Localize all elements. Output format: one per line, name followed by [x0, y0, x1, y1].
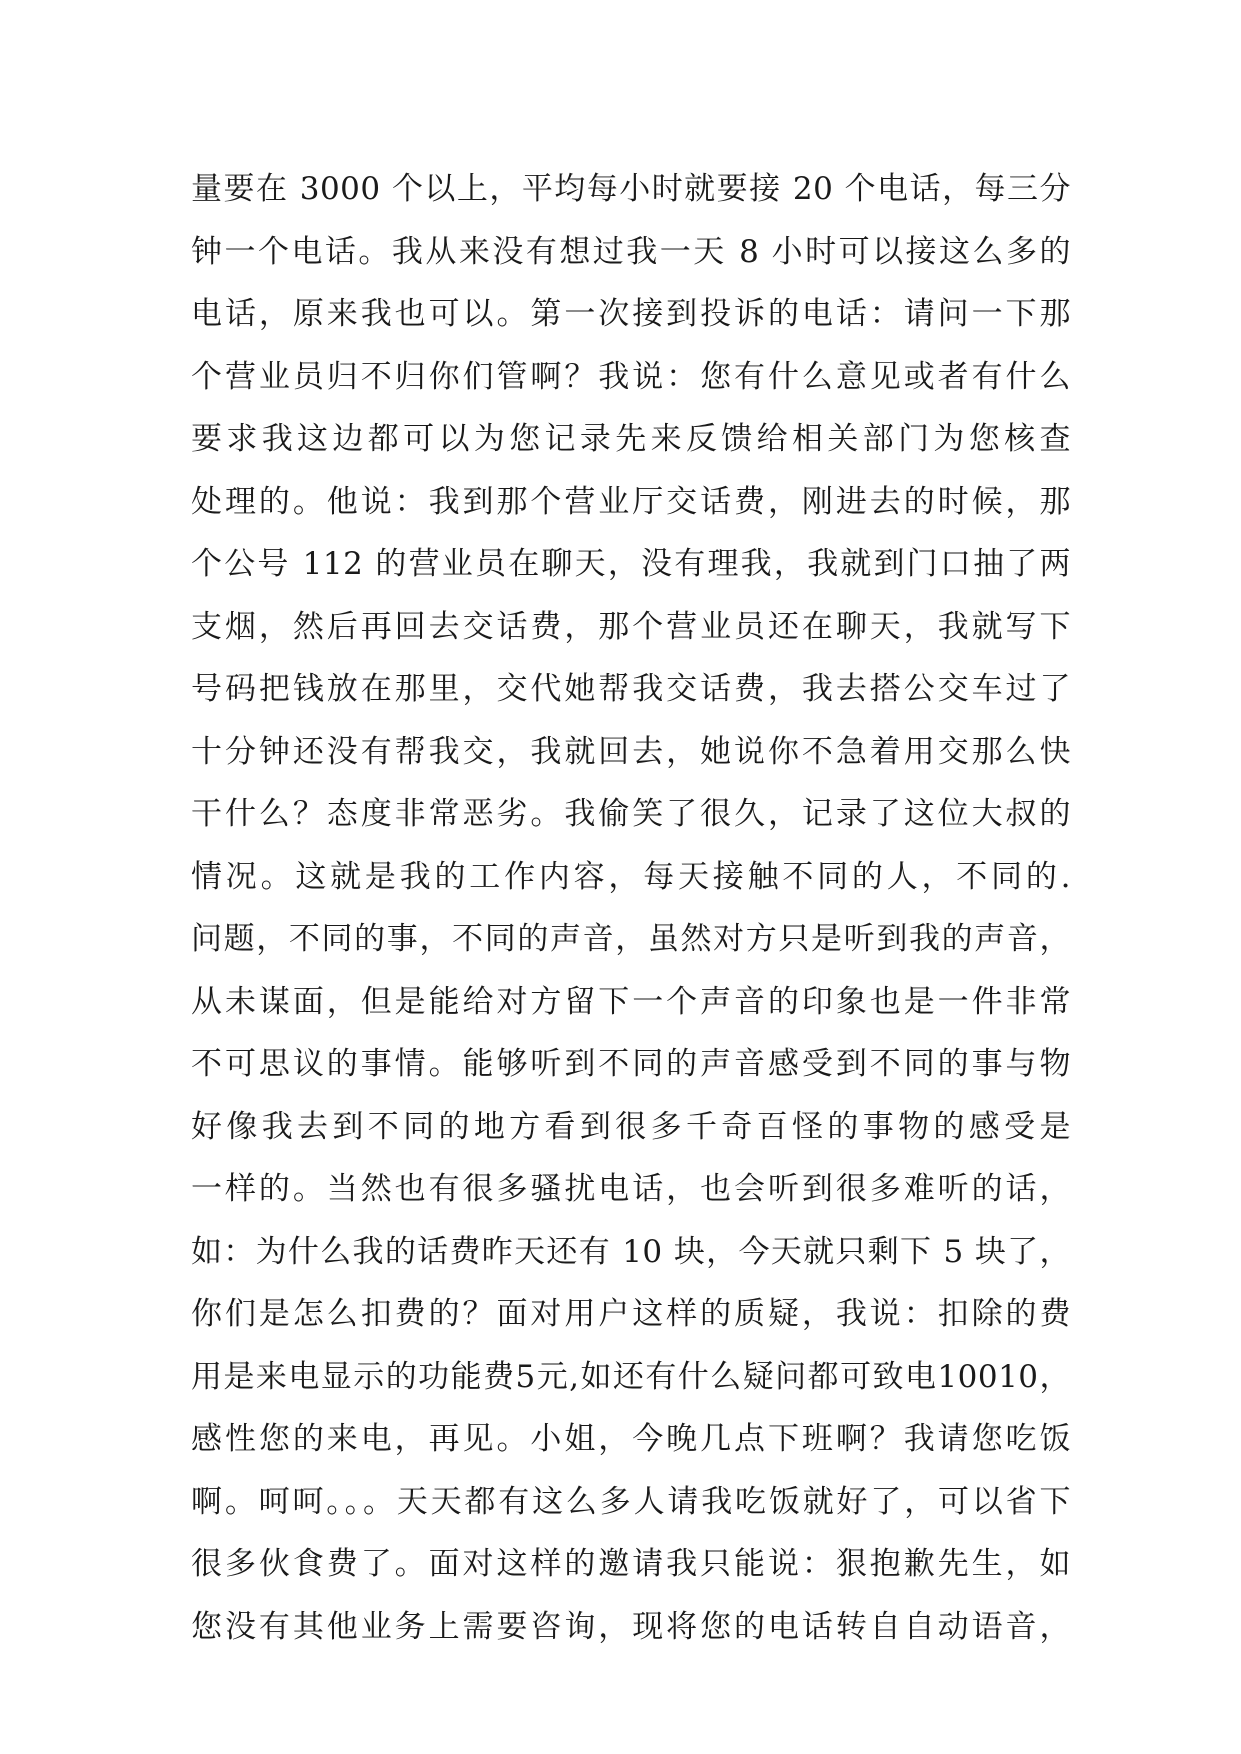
text-line: 感性您的来电，再见。小姐，今晚几点下班啊？我请您吃饭 [191, 1421, 1071, 1457]
text-line: 十分钟还没有帮我交，我就回去，她说你不急着用交那么快 [191, 733, 1071, 770]
text-line: 啊。呵呵。。。天天都有这么多人请我吃饭就好了，可以省下 [191, 1483, 1071, 1520]
text-line: 用是来电显示的功能费5元,如还有什么疑问都可致电10010， [191, 1358, 1071, 1395]
text-line: 很多伙食费了。面对这样的邀请我只能说：狠抱歉先生，如 [191, 1546, 1071, 1582]
text-line: 支烟，然后再回去交话费，那个营业员还在聊天，我就写下 [191, 608, 1071, 645]
text-line: 钟一个电话。我从来没有想过我一天 8 小时可以接这么多的 [191, 233, 1071, 270]
text-line: 处理的。他说：我到那个营业厅交话费，刚进去的时候，那 [191, 483, 1071, 520]
text-line: 如：为什么我的话费昨天还有 10 块，今天就只剩下 5 块了， [191, 1233, 1071, 1270]
text-line: 不可思议的事情。能够听到不同的声音感受到不同的事与物 [191, 1046, 1071, 1082]
text-line: 问题，不同的事，不同的声音，虽然对方只是听到我的声音， [191, 921, 1071, 957]
text-line: 号码把钱放在那里，交代她帮我交话费，我去搭公交车过了 [191, 671, 1071, 707]
text-line: 从未谋面，但是能给对方留下一个声音的印象也是一件非常 [191, 983, 1071, 1020]
text-line: 您没有其他业务上需要咨询，现将您的电话转自自动语音， [191, 1608, 1071, 1645]
text-line: 好像我去到不同的地方看到很多千奇百怪的事物的感受是 [191, 1108, 1071, 1145]
text-line: 干什么？态度非常恶劣。我偷笑了很久，记录了这位大叔的 [191, 796, 1071, 832]
text-line: 个营业员归不归你们管啊？我说：您有什么意见或者有什么 [191, 358, 1071, 395]
text-line: 情况。这就是我的工作内容，每天接触不同的人，不同的. [191, 858, 1071, 895]
text-line: 电话，原来我也可以。第一次接到投诉的电话：请问一下那 [191, 296, 1071, 332]
text-line: 一样的。当然也有很多骚扰电话，也会听到很多难听的话， [191, 1171, 1071, 1207]
text-line: 你们是怎么扣费的？面对用户这样的质疑，我说：扣除的费 [191, 1296, 1071, 1332]
body-text [191, 158, 1071, 1658]
text-line: 个公号 112 的营业员在聊天，没有理我，我就到门口抽了两 [191, 546, 1071, 582]
text-line: 要求我这边都可以为您记录先来反馈给相关部门为您核查 [191, 421, 1071, 457]
text-line: 量要在 3000 个以上，平均每小时就要接 20 个电话，每三分 [191, 171, 1071, 207]
